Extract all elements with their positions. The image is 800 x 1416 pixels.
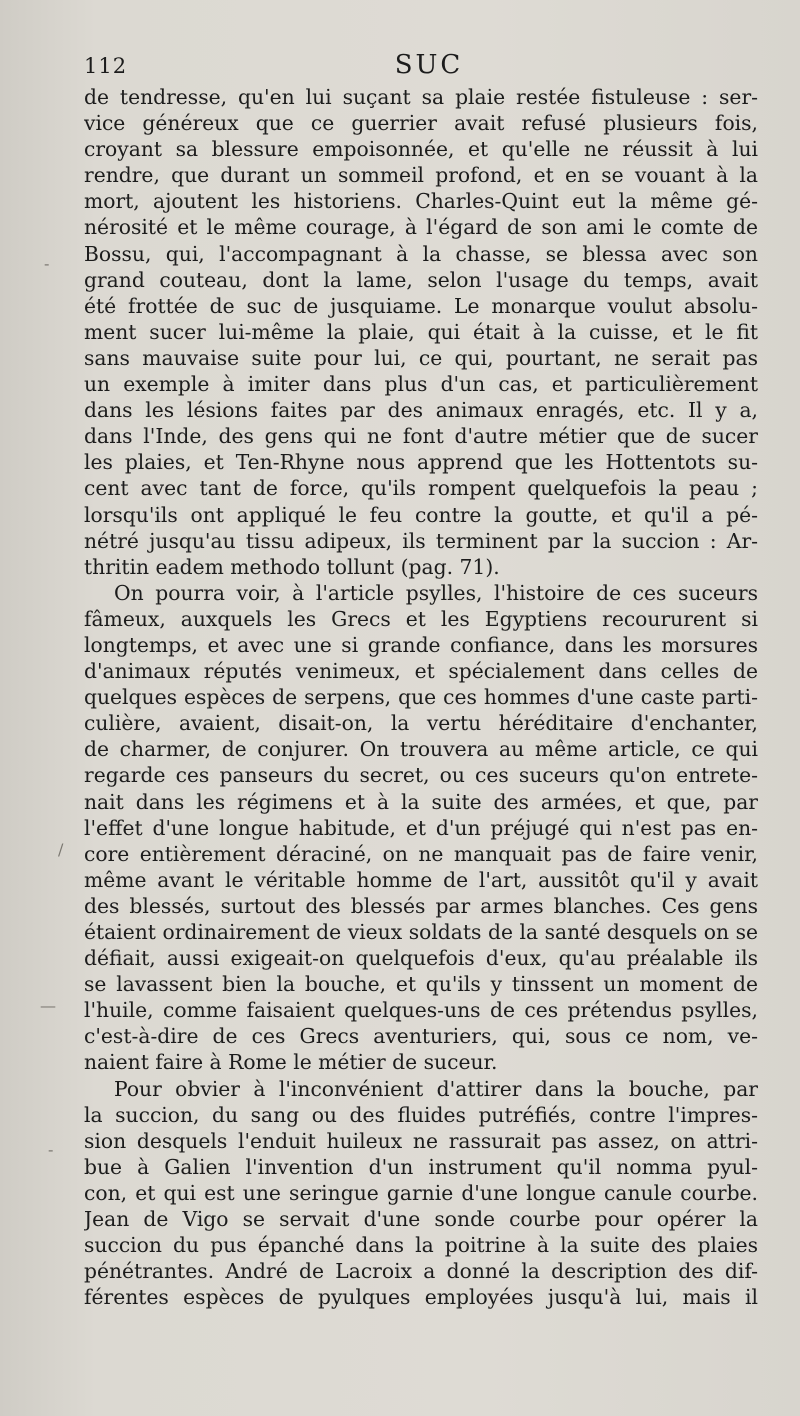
paragraph-start: On pourra voir, à l'article psylles, l'histoire de ces suceurs xyxy=(114,580,758,605)
margin-tick: - xyxy=(48,1140,54,1159)
text-line: sans mauvaise suite pour lui, ce qui, pourtant, ne serait pas xyxy=(84,345,758,370)
text-line: pénétrantes. André de Lacroix a donné la description des dif- xyxy=(84,1259,758,1284)
text-line: l'effet d'une longue habitude, et d'un préjugé qui n'est pas en- xyxy=(84,815,758,840)
text-line: lorsqu'ils ont appliqué le feu contre la goutte, et qu'il a pé- xyxy=(84,502,758,527)
text-line: nérosité et le même courage, à l'égard de son ami le comte de xyxy=(84,215,758,240)
text-line: cent avec tant de force, qu'ils rompent quelquefois la peau ; xyxy=(84,476,758,501)
text-line: longtemps, et avec une si grande confiance, dans les morsures xyxy=(84,632,758,657)
text-line: des blessés, surtout des blessés par armes blanches. Ces gens xyxy=(84,893,758,918)
text-line: d'animaux réputés venimeux, et spécialement dans celles de xyxy=(84,659,758,684)
text-line: de tendresse, qu'en lui suçant sa plaie restée fistuleuse : ser- xyxy=(84,85,758,109)
text-line: l'huile, comme faisaient quelques-uns de ces prétendus psylles, xyxy=(84,998,758,1023)
text-line: dans les lésions faites par des animaux enragés, etc. Il y a, xyxy=(84,398,758,423)
text-line: core entièrement déraciné, on ne manquait pas de faire venir, xyxy=(84,841,758,866)
text-line: thritin eadem methodo tollunt (pag. 71). xyxy=(84,554,500,579)
text-line: étaient ordinairement de vieux soldats de la santé desquels on se xyxy=(84,920,758,944)
text-line: bue à Galien l'invention d'un instrument qu'il nomma pyul- xyxy=(84,1154,758,1179)
text-line: de charmer, de conjurer. On trouvera au même article, ce qui xyxy=(84,737,758,762)
margin-tick: - xyxy=(44,254,50,273)
text-line: naient faire à Rome le métier de suceur. xyxy=(84,1050,498,1075)
text-line: dans l'Inde, des gens qui ne font d'autre métier que de sucer xyxy=(84,424,758,449)
text-line: nait dans les régimens et à la suite des armées, et que, par xyxy=(84,789,758,814)
text-line: Bossu, qui, l'accompagnant à la chasse, se blessa avec son xyxy=(84,241,758,266)
text-line: défiait, aussi exigeait-on quelquefois d'eux, qu'au préalable ils xyxy=(84,946,758,971)
text-line: se lavassent bien la bouche, et qu'ils y tinssent un moment de xyxy=(84,972,758,997)
running-title: SUC xyxy=(394,50,464,80)
text-line: férentes espèces de pyulques employées jusqu'à lui, mais il xyxy=(84,1285,758,1310)
margin-slash: / xyxy=(58,840,64,859)
paragraph-start: Pour obvier à l'inconvénient d'attirer dans la bouche, par xyxy=(114,1076,758,1101)
text-line: les plaies, et Ten-Rhyne nous apprend que les Hottentots su- xyxy=(84,450,758,475)
text-line: succion du pus épanché dans la poitrine à la suite des plaies xyxy=(84,1233,758,1258)
page-number: 112 xyxy=(84,54,128,78)
text-line: la succion, du sang ou des fluides putréfiés, contre l'impres- xyxy=(84,1102,758,1127)
text-line: ment sucer lui-même la plaie, qui était à la cuisse, et le fit xyxy=(84,319,758,344)
text-line: un exemple à imiter dans plus d'un cas, et particulièrement xyxy=(84,372,758,397)
margin-annotations xyxy=(0,0,84,1416)
text-line: vice généreux que ce guerrier avait refusé plusieurs fois, xyxy=(84,111,758,136)
body-text xyxy=(84,84,758,1310)
text-line: rendre, que durant un sommeil profond, et en se vouant à la xyxy=(84,163,758,188)
text-line: mort, ajoutent les historiens. Charles-Quint eut la même gé- xyxy=(84,189,758,214)
text-line: sion desquels l'enduit huileux ne rassurait pas assez, on attri- xyxy=(84,1128,758,1153)
text-line: culière, avaient, disait-on, la vertu héréditaire d'enchanter, xyxy=(84,711,758,736)
text-line: même avant le véritable homme de l'art, aussitôt qu'il y avait xyxy=(84,867,758,892)
text-line: quelques espèces de serpens, que ces hommes d'une caste parti- xyxy=(84,685,758,710)
text-line: été frottée de suc de jusquiame. Le monarque voulut absolu- xyxy=(84,293,758,318)
text-line: regarde ces panseurs du secret, ou ces suceurs qu'on entrete- xyxy=(84,763,758,788)
text-line: con, et qui est une seringue garnie d'une longue canule courbe. xyxy=(84,1180,758,1205)
text-line: grand couteau, dont la lame, selon l'usage du temps, avait xyxy=(84,267,758,292)
text-line: croyant sa blessure empoisonnée, et qu'elle ne réussit à lui xyxy=(84,137,758,162)
text-line: fâmeux, auxquels les Grecs et les Egyptiens recoururent si xyxy=(84,606,758,631)
margin-dash: — xyxy=(40,996,56,1015)
text-line: nétré jusqu'au tissu adipeux, ils terminent par la succion : Ar- xyxy=(84,528,758,553)
running-head xyxy=(84,50,774,84)
text-line: Jean de Vigo se servait d'une sonde courbe pour opérer la xyxy=(84,1207,758,1232)
text-line: c'est-à-dire de ces Grecs aventuriers, qui, sous ce nom, ve- xyxy=(84,1024,758,1049)
